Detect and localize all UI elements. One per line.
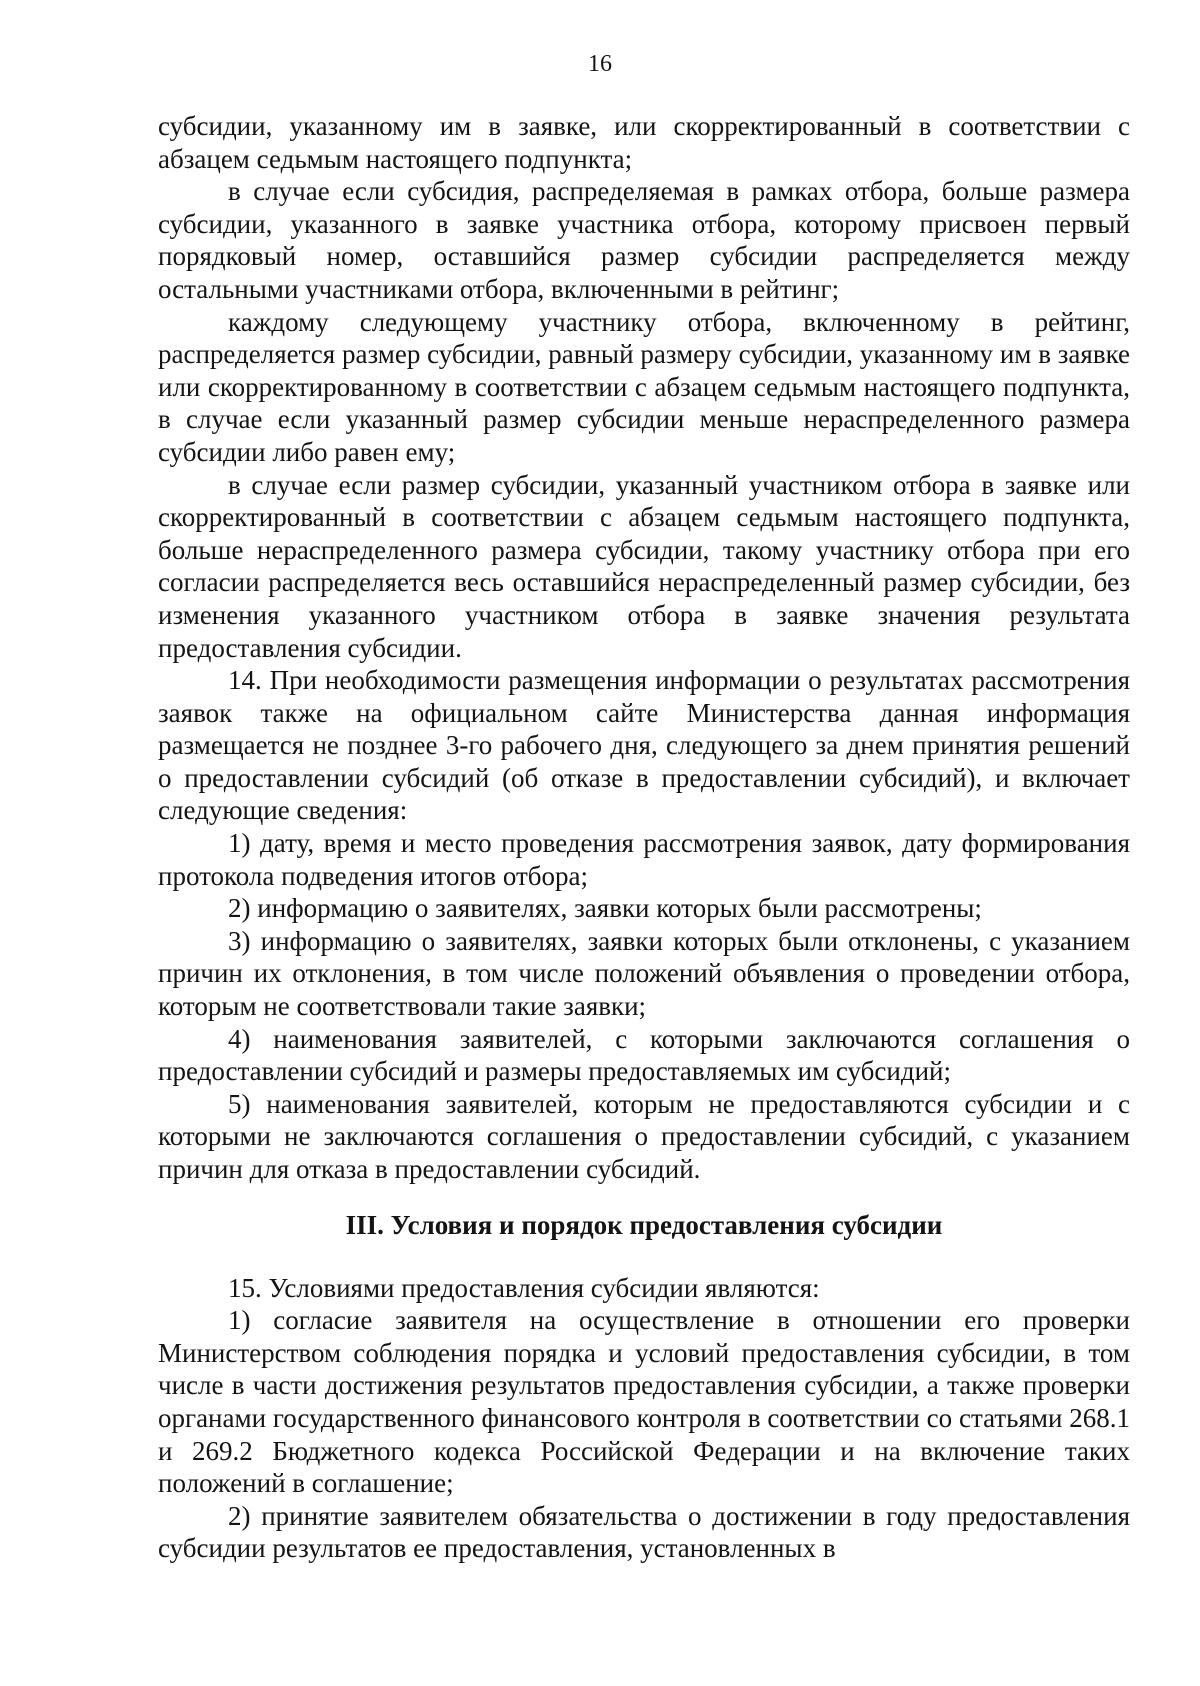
paragraph-next-participant: каждому следующему участнику отбора, включенному в рейтинг, распределяется размер субсидии, равный размеру субсидии, указанному им в заявке или скорректированному в соответствии с абзацем седьмым настоящего подпункта, в случае если указанный размер субсидии меньше нераспределенного размера субсидии либо равен ему; bbox=[158, 306, 1130, 467]
section-heading: III. Условия и порядок предоставления субсидии bbox=[345, 1209, 943, 1240]
list-item-15-1: 1) согласие заявителя на осуществление в отношении его проверки Министерством соблюдения порядка и условий предоставления субсидии, в том числе в части достижения результатов предоставления субсидии, а также проверки органами государственного финансового контроля в соответствии со статьями 268.1 и 269.2 Бюджетного кодекса Российской Федерации и на включение таких положений в соглашение; bbox=[158, 1305, 1130, 1499]
list-item-14-5: 5) наименования заявителей, которым не предоставляются субсидии и с которыми не заключаются соглашения о предоставлении субсидий, с указанием причин для отказа в предоставлении субсидий. bbox=[158, 1088, 1130, 1184]
document-body bbox=[158, 110, 1130, 1565]
paragraph-remaining-distribution: в случае если субсидия, распределяемая в рамках отбора, больше размера субсидии, указанного в заявке участника отбора, которому присвоен первый порядковый номер, оставшийся размер субсидии распределяется между остальными участниками отбора, включенными в рейтинг; bbox=[158, 176, 1130, 304]
list-item-14-1: 1) дату, время и место проведения рассмотрения заявок, дату формирования протокола подведения итогов отбора; bbox=[158, 828, 1130, 891]
paragraph-item-14: 14. При необходимости размещения информации о результатах рассмотрения заявок также на официальном сайте Министерства данная информация размещается не позднее 3-го рабочего дня, следующего за днем принятия решений о предоставлении субсидий (об отказе в предоставлении субсидий), и включает следующие сведения: bbox=[158, 665, 1130, 826]
paragraph-item-15: 15. Условиями предоставления субсидии являются: bbox=[228, 1272, 820, 1303]
paragraph-exceeds-unallocated: в случае если размер субсидии, указанный участником отбора в заявке или скорректированный в соответствии с абзацем седьмым настоящего подпункта, больше нераспределенного размера субсидии, такому участнику отбора при его согласии распределяется весь оставшийся нераспределенный размер субсидии, без изменения указанного участником отбора в заявке значения результата предоставления субсидии. bbox=[158, 469, 1130, 663]
paragraph-continuation: субсидии, указанному им в заявке, или скорректированный в соответствии с абзацем седьмым настоящего подпункта; bbox=[158, 111, 1130, 174]
list-item-14-3: 3) информацию о заявителях, заявки которых были отклонены, с указанием причин их отклонения, в том числе положений объявления о проведении отбора, которым не соответствовали такие заявки; bbox=[158, 925, 1130, 1022]
page-number: 16 bbox=[588, 51, 612, 77]
list-item-15-2: 2) принятие заявителем обязательства о достижении в году предоставления субсидии результатов ее предоставления, установленных в bbox=[158, 1500, 1130, 1564]
list-item-14-2: 2) информацию о заявителях, заявки которых были рассмотрены; bbox=[228, 893, 982, 924]
list-item-14-4: 4) наименования заявителей, с которыми заключаются соглашения о предоставлении субсидий и размеры предоставляемых им субсидий; bbox=[158, 1023, 1130, 1087]
